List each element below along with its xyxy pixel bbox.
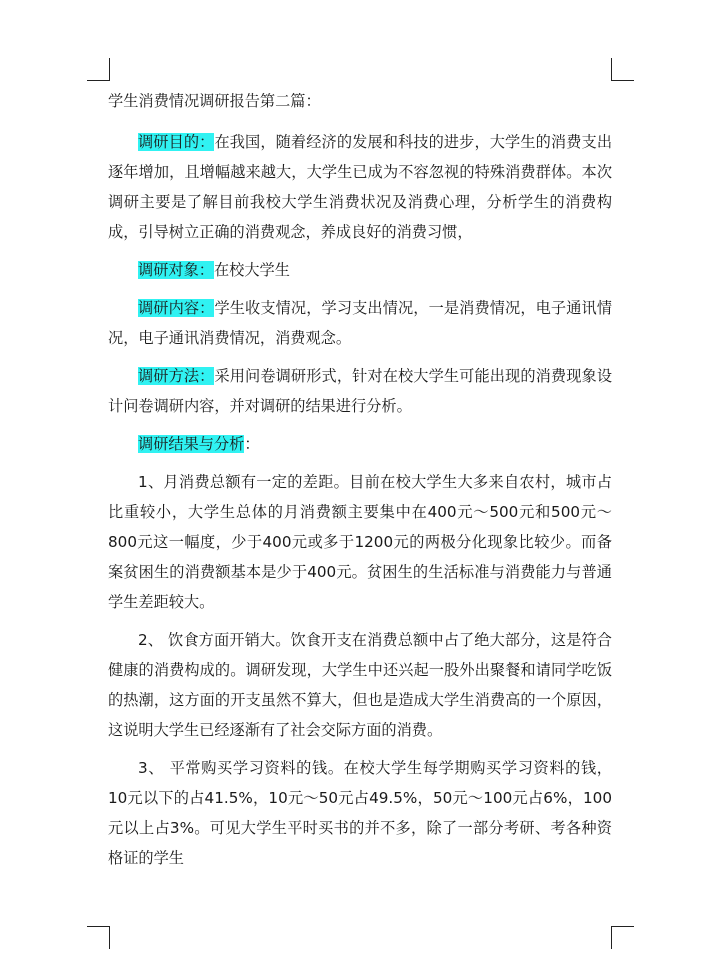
paragraph-study-materials: 3、 平常购买学习资料的钱。在校大学生每学期购买学习资料的钱，10元以下的占41.5%，10元～50元占49.5%，50元～100元占6%，100元以上占3%。可见大学生平时买书的并不多，除了一部分考研、考各种资格证的学生 <box>108 759 612 867</box>
section-text-purpose: 在我国，随着经济的发展和科技的进步，大学生的消费支出逐年增加，且增幅越来越大，大学生已成为不容忽视的特殊消费群体。本次调研主要是了解目前我校大学生消费状况及消费心理，分析学生的消费构成，引导树立正确的消费观念，养成良好的消费习惯， <box>108 133 612 241</box>
paragraph-monthly-spending: 1、月消费总额有一定的差距。目前在校大学生大多来自农村，城市占比重较小，大学生总体的月消费额主要集中在400元～500元和500元～800元这一幅度，少于400元或多于1200元的两极分化现象比较少。而备案贫困生的消费额基本是少于400元。贫困生的生活标准与消费能力与普通学生差距较大。 <box>108 473 612 611</box>
section-results <box>108 429 612 459</box>
section-text-method: 采用问卷调研形式，针对在校大学生可能出现的消费现象设计问卷调研内容，并对调研的结果进行分析。 <box>108 367 612 415</box>
section-text-results: ： <box>244 435 260 453</box>
section-method <box>108 361 612 421</box>
crop-mark-top-right <box>611 58 634 81</box>
crop-mark-bottom-left <box>87 926 110 949</box>
section-label-purpose: 调研目的： <box>138 133 215 151</box>
crop-mark-bottom-right <box>611 926 634 949</box>
section-label-method: 调研方法： <box>138 367 215 385</box>
section-label-results: 调研结果与分析 <box>138 435 245 453</box>
section-content <box>108 293 612 353</box>
paragraph-food-spending: 2、 饮食方面开销大。饮食开支在消费总额中占了绝大部分，这是符合健康的消费构成的。调研发现，大学生中还兴起一股外出聚餐和请同学吃饭的热潮，这方面的开支虽然不算大，但也是造成大学生消费高的一个原因，这说明大学生已经逐渐有了社会交际方面的消费。 <box>108 631 612 739</box>
section-label-subject: 调研对象： <box>138 261 214 279</box>
document-body <box>108 86 612 881</box>
section-label-content: 调研内容： <box>138 299 215 317</box>
section-subject <box>108 255 612 285</box>
section-text-subject: 在校大学生 <box>213 261 290 279</box>
section-text-content: 学生收支情况，学习支出情况，一是消费情况，电子通讯情况，电子通讯消费情况，消费观念。 <box>108 299 612 347</box>
document-title: 学生消费情况调研报告第二篇： <box>108 92 321 110</box>
crop-mark-top-left <box>87 58 110 81</box>
section-purpose <box>108 127 612 247</box>
